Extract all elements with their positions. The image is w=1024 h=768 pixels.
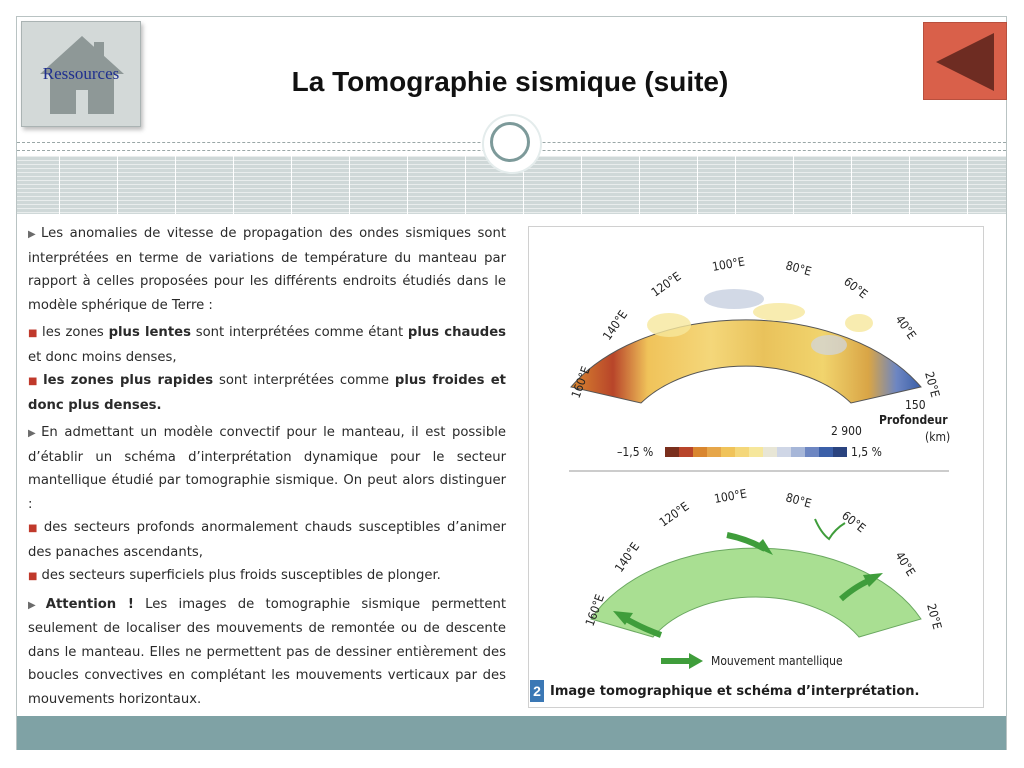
bullet-fast-zones: ■ les zones plus rapides sont interprétées comme plus froides et donc plus denses. (28, 373, 506, 413)
back-button[interactable] (923, 22, 1007, 100)
longitude-label: 140°E (611, 539, 643, 575)
longitude-label: 100°E (711, 254, 746, 274)
longitude-label: 80°E (784, 490, 813, 511)
scale-min-label: –1,5 % (617, 445, 654, 459)
figure-number: 2 (530, 680, 544, 702)
depth-top-label: 150 (905, 398, 926, 412)
longitude-label: 120°E (648, 269, 684, 300)
square-bullet-icon: ■ (28, 571, 38, 582)
longitude-label: 140°E (599, 307, 631, 343)
longitude-label: 60°E (839, 508, 869, 536)
page-title: La Tomographie sismique (suite) (291, 66, 729, 97)
triangle-bullet-icon: ▶ (28, 428, 39, 439)
bullet-cold-sectors: ■ des secteurs superficiels plus froids susceptibles de plonger. (28, 568, 441, 583)
longitude-label: 20°E (924, 602, 945, 631)
figure-caption: Image tomographique et schéma d’interprétation. (550, 684, 920, 699)
paragraph-1: ▶ Les anomalies de vitesse de propagation des ondes sismiques sont interprétées en terme de variations de température du manteau par rapport à celles proposées pour les différents endroits étudiés dans le modèle sphérique de Terre : (28, 226, 506, 313)
legend-label: Mouvement mantellique (711, 654, 843, 668)
home-label: Ressources (42, 64, 120, 83)
body-text (28, 222, 506, 715)
longitude-label: 160°E (582, 592, 608, 629)
color-scale (665, 447, 847, 457)
depth-unit-label: (km) (925, 430, 951, 444)
tomography-arc (568, 320, 921, 403)
depth-axis-label: Profondeur (879, 413, 948, 427)
footer-bar (17, 716, 1006, 750)
square-bullet-icon: ■ (28, 328, 39, 339)
tomography-figure (529, 227, 985, 709)
longitude-label: 40°E (892, 549, 919, 579)
figure-panel (528, 226, 984, 708)
longitude-label: 40°E (892, 312, 919, 342)
longitude-label: 80°E (784, 258, 813, 279)
longitude-label: 120°E (656, 499, 692, 530)
triangle-bullet-icon: ▶ (28, 599, 43, 611)
bullet-hot-sectors: ■ des secteurs profonds anormalement chauds susceptibles d’animer des panaches ascendants, (28, 520, 506, 560)
depth-bottom-label: 2 900 (831, 424, 862, 438)
longitude-label: 100°E (713, 486, 748, 506)
paragraph-2: ▶ En admettant un modèle convectif pour le manteau, il est possible d’établir un schéma d’interprétation dynamique pour le secteur mantellique étudié par tomographie sismique. On peut alors distinguer : (28, 425, 506, 512)
paragraph-attention: ▶ Attention ! Les images de tomographie sismique permettent seulement de localiser des mouvements de remontée ou de descente dans le manteau. Elles ne permettent pas de dessiner entièrement des boucles convectives en complétant les mouvements verticaux par des mouvements horizontaux. (28, 596, 506, 707)
triangle-bullet-icon: ▶ (28, 229, 39, 240)
longitude-label: 160°E (568, 364, 594, 401)
square-bullet-icon: ■ (28, 376, 40, 387)
triangle-left-icon (930, 29, 1002, 95)
ring-icon (484, 116, 540, 172)
downwelling-arrow-icon (815, 519, 845, 539)
square-bullet-icon: ■ (28, 523, 40, 534)
longitude-label: 60°E (841, 274, 871, 302)
longitude-label: 20°E (922, 370, 943, 399)
home-button[interactable] (21, 21, 141, 127)
bullet-slow-zones: ■ les zones plus lentes sont interprétées comme étant plus chaudes et donc moins denses, (28, 325, 507, 365)
scale-max-label: 1,5 % (851, 445, 882, 459)
